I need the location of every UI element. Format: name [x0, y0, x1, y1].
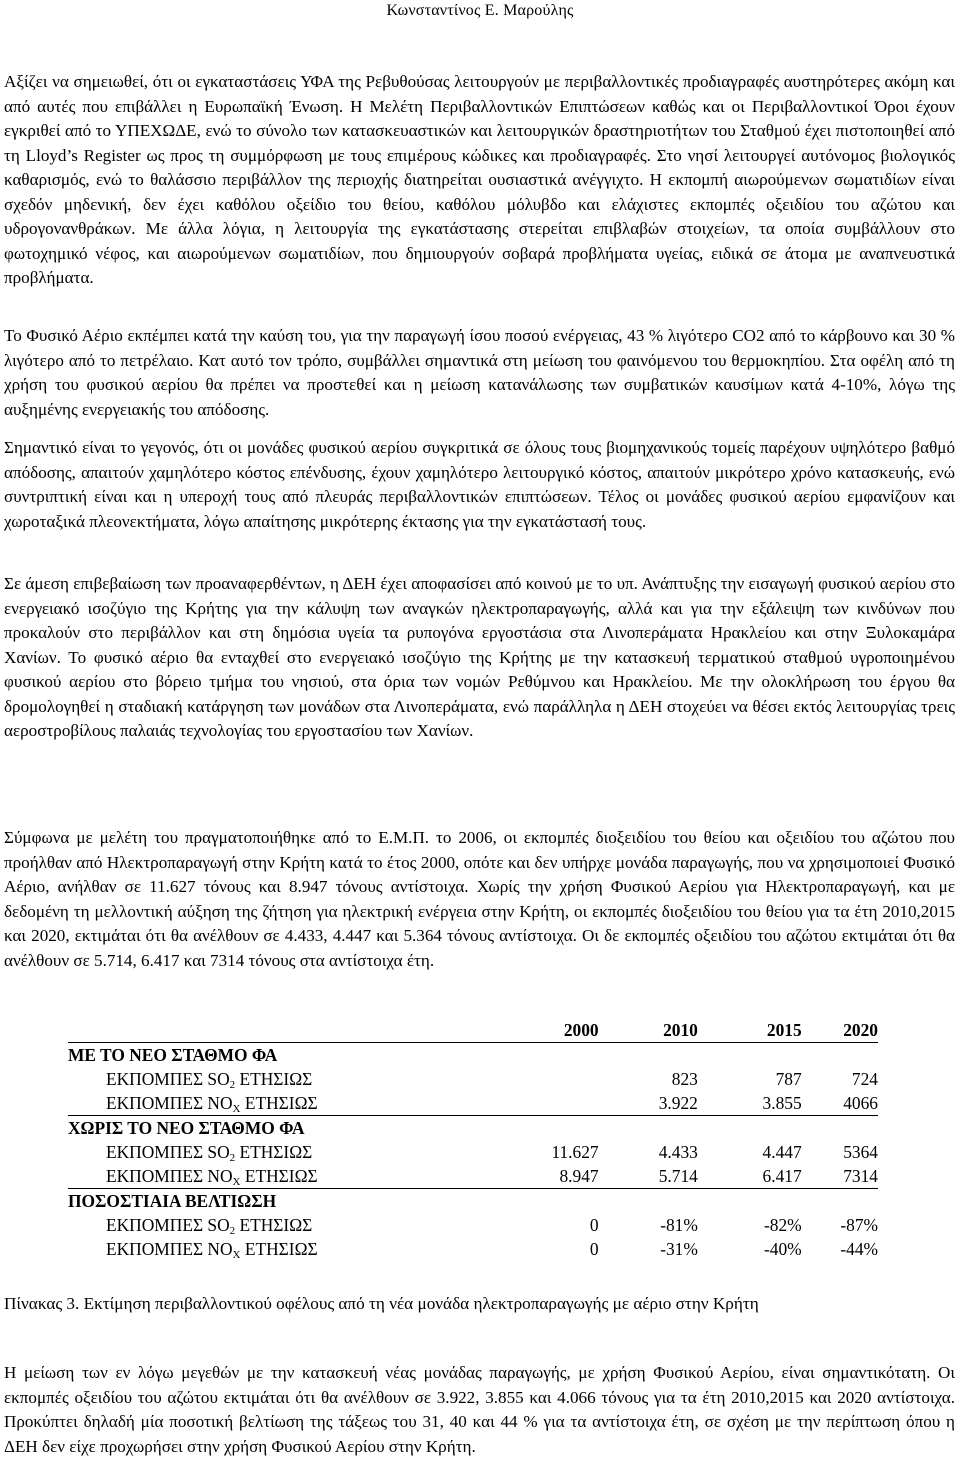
table-row	[68, 1067, 878, 1091]
table-section-spacer	[480, 1116, 598, 1141]
table-cell-value: 3.855	[762, 1093, 802, 1113]
table-cell-value: -40%	[764, 1239, 802, 1259]
table-cell-value: 6.417	[762, 1166, 802, 1186]
row-label-prefix: ΕΚΠΟΜΠΕΣ NO	[106, 1093, 233, 1113]
table-cell-value: 4.447	[762, 1142, 802, 1162]
table-row-label	[68, 1067, 480, 1091]
row-label-suffix: ΕΤΗΣΙΩΣ	[240, 1239, 318, 1259]
table-section-row	[68, 1043, 878, 1068]
paragraph-gas-units-advantages: Σημαντικό είναι το γεγονός, ότι οι μονάδες φυσικού αερίου συγκριτικά σε όλους τους βιομηχανικούς τομείς παρέχουν υψηλότερο βαθμό απόδοσης, απαιτούν χαμηλότερο κόστος επένδυσης, έχουν χαμηλότερο λειτουργικό κόστος, απαιτούν μικρότερο χρόνο κατασκευής, ενώ συντριπτική είναι και η υπεροχή τους από πλευράς περιβαλλοντικών επιπτώσεων. Τέλος οι μονάδες φυσικού αερίου εμφανίζουν και χωροταξικά πλεονεκτήματα, λόγω απαίτησης μικρότερης έκτασης για την εγκατάστασή τους.	[4, 438, 955, 531]
table-section-spacer	[599, 1043, 698, 1068]
table-cell-value: -82%	[764, 1215, 802, 1235]
table-cell-value: 5.714	[658, 1166, 698, 1186]
table-cell-value: -87%	[840, 1215, 878, 1235]
table-cell-value: 3.922	[658, 1093, 698, 1113]
table-section-row	[68, 1189, 878, 1214]
paragraph-lng-facility: Αξίζει να σημειωθεί, ότι οι εγκαταστάσεις ΥΦΑ της Ρεβυθούσας λειτουργούν με περιβαλλοντικές προδιαγραφές αυστηρότερες ακόμη και από αυτές που επιβάλλει η Ευρωπαϊκή Ένωση. Η Μελέτη Περιβαλλοντικών Επιπτώσεων καθώς και οι Περιβαλλοντικοί Όροι έχουν εγκριθεί από το ΥΠΕΧΩΔΕ, ενώ το σύνολο των κατασκευαστικών και λειτουργικών δραστηριοτήτων του Σταθμού έχει πιστοποιηθεί από τη Lloyd’s Register ως προς τη συμμόρφωση με τους επιμέρους κώδικες και προδιαγραφές. Στο νησί λειτουργεί αυτόνομος βιολογικός καθαρισμός, ενώ το θαλάσσιο περιβάλλον της περιοχής διατηρείται ουσιαστικά ανέγγιχτο. Η εκπομπή αιωρούμενων σωματιδίων είναι σχεδόν μηδενική, δεν έχει καθόλου οξείδιο του θείου, καθόλου μόλυβδο και ελάχιστες εκπομπές οξειδίου του αζώτου και υδρογονανθράκων. Με άλλα λόγια, η λειτουργία της εγκατάστασης στερείται επιβλαβών στοιχείων, τα οποία συμβάλλουν στο φωτοχημικό νέφος, και αιωρούμενων σωματιδίων, που δημιουργούν σοβαρά προβλήματα υγείας, ειδικά σε άτομα με αναπνευστικά προβλήματα.	[4, 72, 955, 287]
row-label-subscript: X	[232, 1103, 241, 1115]
table-section-spacer	[698, 1116, 802, 1141]
table-cell-value: -81%	[660, 1215, 698, 1235]
table-cell-value: -44%	[840, 1239, 878, 1259]
row-label-suffix: ΕΤΗΣΙΩΣ	[240, 1093, 318, 1113]
table-cell-value: -31%	[660, 1239, 698, 1259]
table-cell-value	[480, 1067, 598, 1091]
table-cell-value: 724	[851, 1069, 878, 1089]
table-cell-value: 7314	[843, 1166, 878, 1186]
table-section-spacer	[802, 1116, 878, 1141]
table-cell-value: 0	[589, 1215, 599, 1235]
row-label-prefix: ΕΚΠΟΜΠΕΣ SO	[106, 1215, 230, 1235]
table-section-spacer	[599, 1189, 698, 1214]
table-section-spacer	[480, 1189, 598, 1214]
paragraph-dei-crete-plan: Σε άμεση επιβεβαίωση των προαναφερθέντων, η ΔΕΗ έχει αποφασίσει από κοινού με το υπ. Ανάπτυξης την εισαγωγή φυσικού αερίου στο ενεργειακό ισοζύγιο της Κρήτης για την κάλυψη των αναγκών ηλεκτροπαραγωγής, αλλά και για την εξάλειψη των κινδύνων που προκαλούν στο περιβάλλον και στη δημόσια υγεία τα ρυπογόνα εργοστάσια στα Λινοπεράματα Ηρακλείου και στην Ξυλοκαμάρα Χανίων. Το φυσικό αέριο θα ενταχθεί στο ενεργειακό ισοζύγιο της Κρήτης με την κατασκευή τερματικού σταθμού υγροποιημένου φυσικού αερίου στο βόρειο τμήμα του νησιού, στα όρια των νομών Ρεθύμνου και Ηρακλείου. Με την ολοκλήρωση του έργου θα δρομολογηθεί η σταδιακή κατάργηση των μονάδων στα Λινοπεράματα, ενώ παράλληλα η ΔΕΗ στοχεύει να θέσει εκτός λειτουργίας τρεις αεροστροβίλους παλαιάς τεχνολογίας του εργοστασίου των Χανίων.	[4, 574, 955, 740]
table-row	[68, 1164, 878, 1189]
table-cell-value: 787	[775, 1069, 802, 1089]
table-row	[68, 1140, 878, 1164]
table-section-title: ΠΟΣΟΣΤΙΑΙΑ ΒΕΛΤΙΩΣΗ	[68, 1189, 480, 1214]
table-caption: Πίνακας 3. Εκτίμηση περιβαλλοντικού οφέλους από τη νέα μονάδα ηλεκτροπαραγωγής με αέριο στην Κρήτη	[4, 1294, 759, 1313]
paragraph-reduction-summary: Η μείωση των εν λόγω μεγεθών με την κατασκευή νέας μονάδας παραγωγής, με χρήση Φυσικού Αερίου, είναι σημαντικότατη. Οι εκπομπές οξειδίου του αζώτου εκτιμάται ότι θα ανέλθουν σε 3.922, 3.855 και 4.066 τόνους για τα έτη 2010,2015 και 2020 αντίστοιχα. Προκύπτει δηλαδή μία ποσοτική βελτίωση της τάξεως του 31, 40 και 44 % για τα αντίστοιχα έτη, σε σχέση με την περίπτωση όπου η ΔΕΗ δεν είχε προχωρήσει στην χρήση Φυσικού Αερίου στην Κρήτη.	[4, 1363, 955, 1456]
emissions-table	[68, 1018, 878, 1261]
row-label-prefix: ΕΚΠΟΜΠΕΣ SO	[106, 1069, 230, 1089]
paragraph-ntua-study: Σύμφωνα με μελέτη του πραγματοποιήθηκε από το Ε.Μ.Π. το 2006, οι εκπομπές διοξειδίου του θείου και οξειδίου του αζώτου που προήλθαν από Ηλεκτροπαραγωγή στην Κρήτη κατά το έτος 2000, οπότε και δεν υπήρχε μονάδα παραγωγής, που να χρησιμοποιεί Φυσικό Αέριο, ανήλθαν σε 11.627 τόνους και 8.947 τόνους αντίστοιχα. Χωρίς την χρήση Φυσικού Αερίου για Ηλεκτροπαραγωγή, και με δεδομένη τη μελλοντική αύξηση της ζήτηση για ηλεκτρική ενέργεια στην Κρήτη, οι εκπομπές διοξειδίου του θείου για τα έτη 2010,2015 και 2020, εκτιμάται ότι θα ανέλθουν σε 4.433, 4.447 και 5.364 τόνους αντίστοιχα. Οι δε εκπομπές οξειδίου του αζώτου εκτιμάται ότι θα ανέλθουν σε 5.714, 6.417 και 7314 τόνους στα αντίστοιχα έτη.	[4, 828, 955, 970]
row-label-prefix: ΕΚΠΟΜΠΕΣ SO	[106, 1142, 230, 1162]
row-label-subscript: X	[232, 1249, 241, 1261]
row-label-subscript: 2	[229, 1079, 236, 1091]
table-section-row	[68, 1116, 878, 1141]
table-row	[68, 1091, 878, 1116]
row-label-subscript: X	[232, 1176, 241, 1188]
table-header-row	[68, 1018, 878, 1043]
table-section-spacer	[599, 1116, 698, 1141]
row-label-suffix: ΕΤΗΣΙΩΣ	[235, 1215, 313, 1235]
page-header-author: Κωνσταντίνος Ε. Μαρούλης	[386, 2, 574, 19]
row-label-suffix: ΕΤΗΣΙΩΣ	[240, 1166, 318, 1186]
table-cell-value	[480, 1091, 598, 1116]
row-label-prefix: ΕΚΠΟΜΠΕΣ NO	[106, 1166, 233, 1186]
table-section-spacer	[698, 1189, 802, 1214]
row-label-subscript: 2	[229, 1225, 236, 1237]
table-row-label	[68, 1091, 480, 1116]
table-row	[68, 1213, 878, 1237]
table-cell-value: 5364	[843, 1142, 878, 1162]
table-cell-value: 0	[589, 1239, 599, 1259]
row-label-suffix: ΕΤΗΣΙΩΣ	[235, 1142, 313, 1162]
table-section-title: ΜΕ ΤΟ ΝΕΟ ΣΤΑΘΜΟ ΦΑ	[68, 1043, 480, 1068]
year-header-2010: 2010	[663, 1020, 698, 1040]
year-header-2015: 2015	[766, 1020, 802, 1040]
table-cell-value: 4.433	[658, 1142, 698, 1162]
year-header-2000: 2000	[563, 1020, 599, 1040]
table-row-label	[68, 1213, 480, 1237]
year-header-2020: 2020	[843, 1020, 878, 1040]
table-cell-value: 4066	[843, 1093, 878, 1113]
table-section-title: ΧΩΡΙΣ ΤΟ ΝΕΟ ΣΤΑΘΜΟ ΦΑ	[68, 1116, 480, 1141]
row-label-suffix: ΕΤΗΣΙΩΣ	[235, 1069, 313, 1089]
table-row-label	[68, 1164, 480, 1189]
table-cell-value: 823	[671, 1069, 698, 1089]
row-label-subscript: 2	[229, 1152, 236, 1164]
paragraph-co2-emissions: Το Φυσικό Αέριο εκπέμπει κατά την καύση του, για την παραγωγή ίσου ποσού ενέργειας, 43 % λιγότερο CO2 από το κάρβουνο και 30 % λιγότερο από το πετρέλαιο. Κατ αυτό τον τρόπο, συμβάλλει σημαντικά στη μείωση του φαινόμενου του θερμοκηπίου. Στα οφέλη από τη χρήση του φυσικού αερίου θα πρέπει να προστεθεί και η μείωση κατανάλωσης των συμβατικών καυσίμων κατά 4-10%, λόγω της αυξημένης ενεργειακής του απόδοσης.	[4, 326, 955, 419]
table-cell-value: 8.947	[559, 1166, 599, 1186]
table-section-spacer	[698, 1043, 802, 1068]
table-section-spacer	[480, 1043, 598, 1068]
table-section-spacer	[802, 1189, 878, 1214]
table-cell-value: 11.627	[551, 1142, 599, 1162]
table-row-label	[68, 1237, 480, 1261]
table-header-blank	[68, 1018, 480, 1043]
row-label-prefix: ΕΚΠΟΜΠΕΣ NO	[106, 1239, 233, 1259]
table-section-spacer	[802, 1043, 878, 1068]
table-row	[68, 1237, 878, 1261]
table-row-label	[68, 1140, 480, 1164]
